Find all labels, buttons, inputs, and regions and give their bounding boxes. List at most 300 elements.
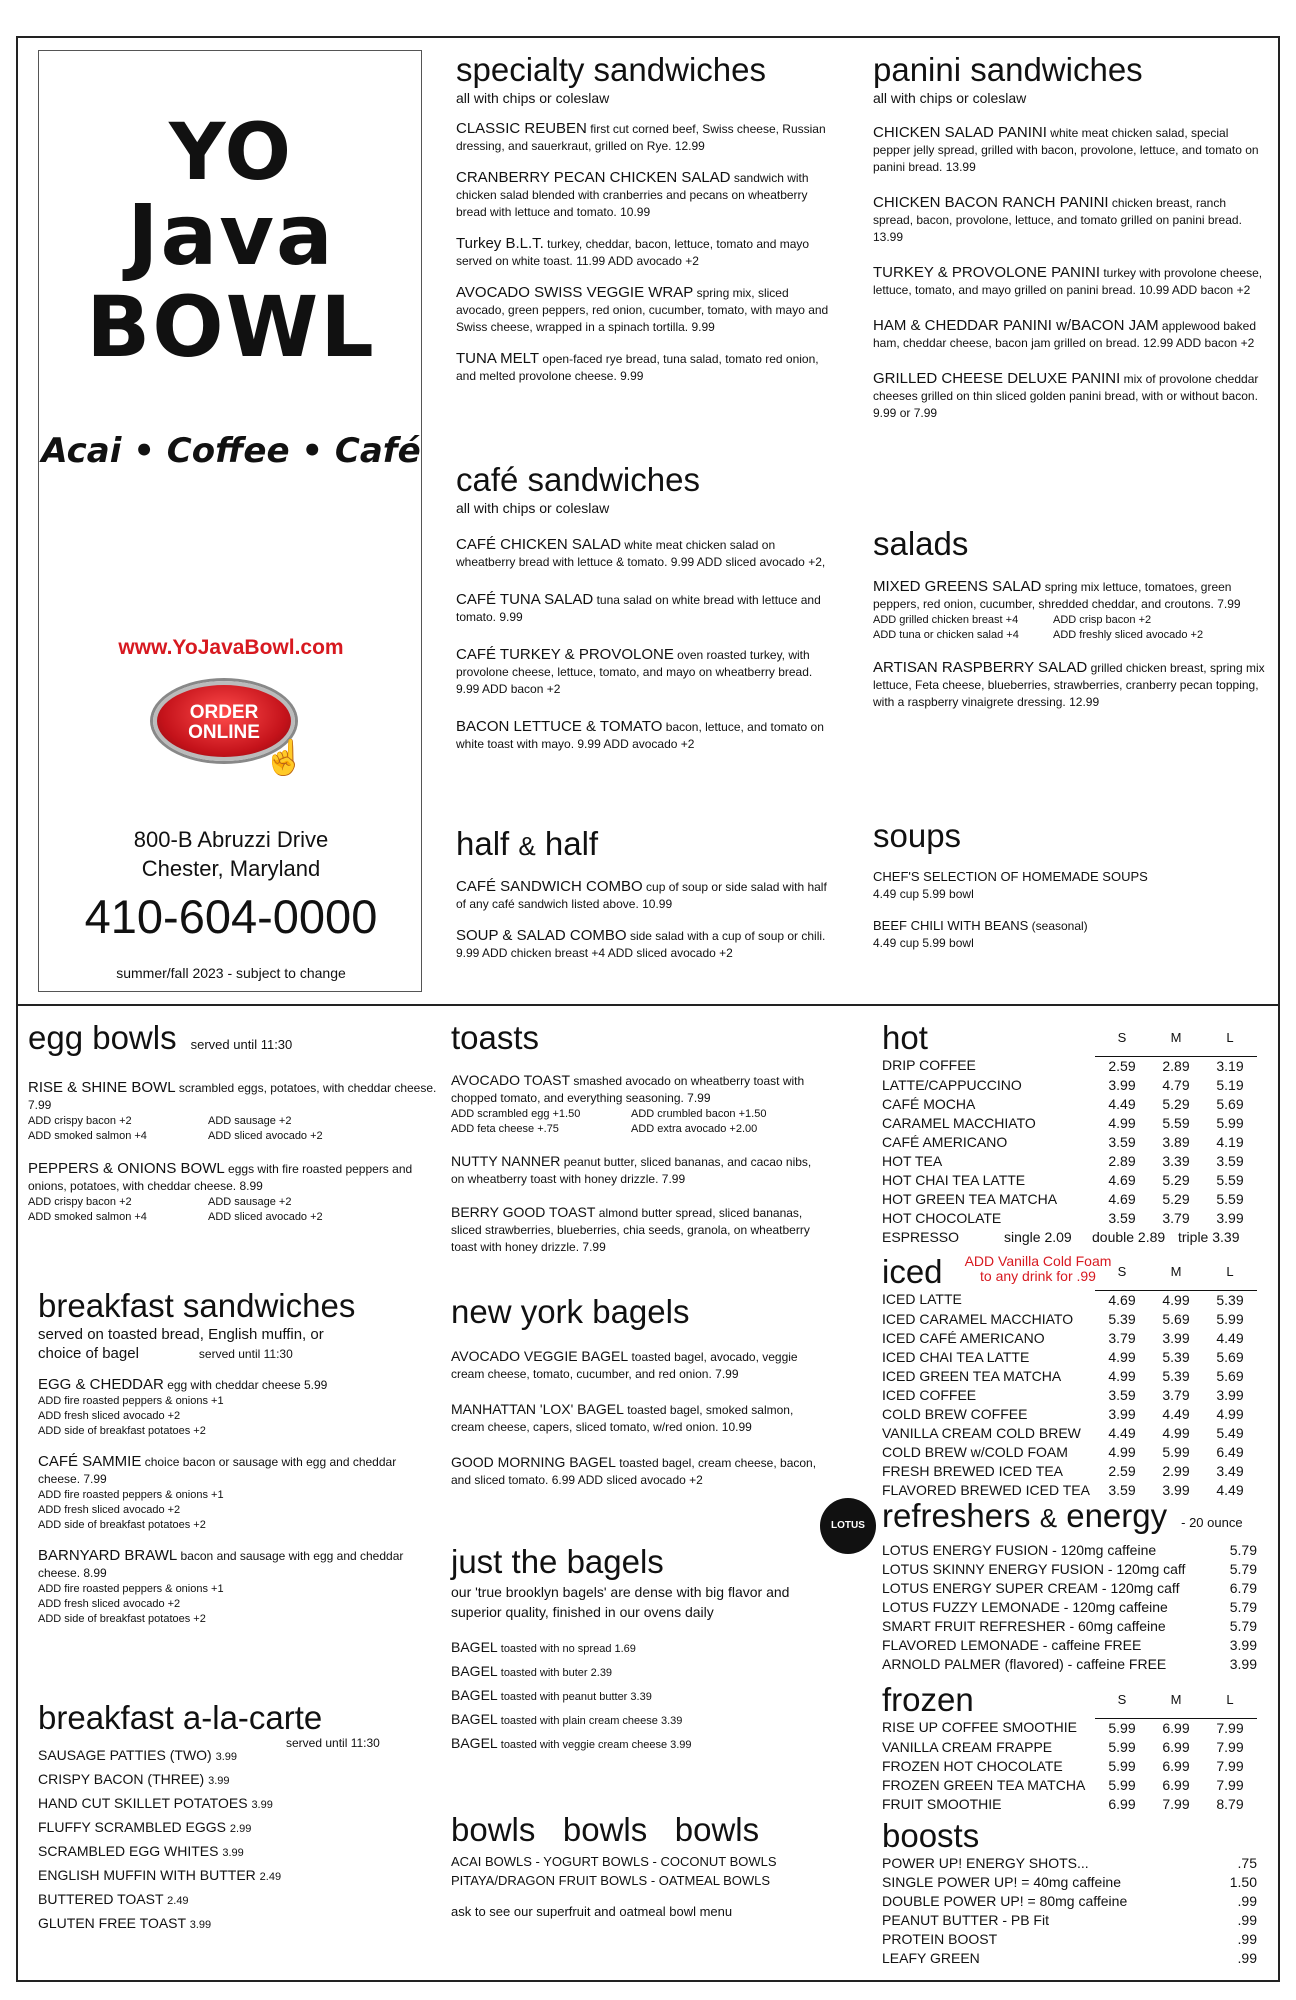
price-l: 3.19 <box>1216 1057 1244 1074</box>
add-on: ADD extra avocado +2.00 <box>631 1123 758 1135</box>
price-s: 5.99 <box>1108 1738 1136 1755</box>
drink-name: HOT CHAI TEA LATTE <box>882 1171 1026 1188</box>
item-name: CHEF'S SELECTION OF HOMEMADE SOUPS <box>873 869 1148 884</box>
drink-name: LOTUS SKINNY ENERGY FUSION - 120mg caff <box>882 1561 1186 1577</box>
item-name: MANHATTAN 'LOX' BAGEL <box>451 1401 624 1417</box>
item-description: toasted with no spread 1.69 <box>497 1643 636 1655</box>
bowls-line-2: PITAYA/DRAGON FRUIT BOWLS - OATMEAL BOWLS <box>451 1873 771 1888</box>
add-on: ADD sausage +2 <box>208 1115 292 1127</box>
menu-item <box>451 1708 827 1732</box>
espresso-single: single 2.09 <box>1004 1228 1072 1245</box>
drink-row <box>882 1076 1257 1095</box>
drink-row <box>882 1579 1257 1598</box>
menu-item <box>451 1153 827 1188</box>
price-m: 6.99 <box>1162 1738 1190 1755</box>
price-l: 3.49 <box>1216 1462 1244 1479</box>
price-l: 4.19 <box>1216 1133 1244 1150</box>
item-name: BAGEL <box>451 1687 498 1703</box>
menu-item <box>451 1401 827 1436</box>
section-subtitle: all with chips or coleslaw <box>456 500 610 516</box>
item-name: AVOCADO SWISS VEGGIE WRAP <box>456 284 694 301</box>
egg-title: egg bowls <box>28 1019 177 1056</box>
section-title: just the bagels <box>451 1543 664 1580</box>
drink-name: LOTUS FUZZY LEMONADE - 120mg caffeine <box>882 1599 1168 1615</box>
drink-name: CAFÉ AMERICANO <box>882 1133 1008 1150</box>
item-description: toasted with peanut butter 3.39 <box>497 1691 652 1703</box>
price-m: 3.89 <box>1162 1133 1190 1150</box>
menu-item <box>873 317 1265 352</box>
drink-row <box>882 1329 1257 1348</box>
drink-name: ICED COFFEE <box>882 1386 977 1403</box>
item-name: FLUFFY SCRAMBLED EGGS <box>38 1819 227 1835</box>
price-s: 4.69 <box>1108 1190 1136 1207</box>
drink-row <box>882 1911 1257 1930</box>
price-l: 5.49 <box>1216 1424 1244 1441</box>
drink-name: DOUBLE POWER UP! = 80mg caffeine <box>882 1893 1128 1909</box>
toasts-section <box>451 1020 827 1256</box>
drink-row <box>882 1443 1257 1462</box>
size-l-header: L <box>1203 1020 1257 1056</box>
add-on: ADD fire roasted peppers & onions +1 <box>38 1395 224 1407</box>
salads-section <box>873 526 1265 711</box>
price-m: 5.39 <box>1162 1367 1190 1384</box>
drink-name: LOTUS ENERGY FUSION - 120mg caffeine <box>882 1542 1157 1558</box>
drink-row <box>882 1949 1257 1968</box>
menu-item <box>456 591 832 626</box>
drink-row <box>882 1718 1257 1738</box>
item-name: SAUSAGE PATTIES (TWO) <box>38 1747 212 1763</box>
menu-item <box>451 1454 827 1489</box>
item-name: TUNA MELT <box>456 350 540 367</box>
menu-item <box>873 659 1265 711</box>
drink-row <box>882 1367 1257 1386</box>
section-title: hot <box>882 1019 928 1056</box>
menu-item <box>456 350 832 385</box>
section-title: soups <box>873 817 962 854</box>
new-york-bagels-section <box>451 1294 827 1489</box>
phone-number[interactable]: 410-604-0000 <box>84 890 378 943</box>
menu-item <box>456 536 832 571</box>
item-description: bacon, lettuce, and tomato on white toast with mayo. 9.99 ADD avocado +2 <box>456 720 824 751</box>
item-name: ARTISAN RASPBERRY SALAD <box>873 659 1088 676</box>
price-s: 3.59 <box>1108 1133 1136 1150</box>
item-name: SOUP & SALAD COMBO <box>456 927 627 944</box>
price-l: 5.39 <box>1216 1291 1244 1308</box>
price-s: 6.99 <box>1108 1795 1136 1812</box>
price-l: 7.99 <box>1216 1719 1244 1736</box>
add-on: ADD fire roasted peppers & onions +1 <box>38 1583 224 1595</box>
add-on: ADD scrambled egg +1.50 <box>451 1108 581 1120</box>
price-l: 5.99 <box>1216 1310 1244 1327</box>
size-l-header: L <box>1203 1682 1257 1718</box>
add-on: ADD side of breakfast potatoes +2 <box>38 1425 206 1437</box>
price: 5.79 <box>1229 1599 1257 1615</box>
title-ampersand: & <box>518 831 536 861</box>
item-description: 4.49 cup 5.99 bowl <box>873 936 974 950</box>
boosts-section <box>882 1818 1257 1968</box>
price-l: 7.99 <box>1216 1776 1244 1793</box>
item-description: tuna salad on white bread with lettuce and tomato. 9.99 <box>456 593 821 624</box>
section-title: new york bagels <box>451 1293 690 1330</box>
item-price: 3.99 <box>251 1799 273 1811</box>
item-name: ENGLISH MUFFIN WITH BUTTER <box>38 1867 256 1883</box>
add-ons <box>28 1114 438 1144</box>
item-description: toasted bagel, avocado, veggie cream cheese, tomato, cucumber, and red onion. 7.99 <box>451 1350 798 1381</box>
espresso-row <box>882 1228 1257 1247</box>
menu-item <box>873 868 1265 903</box>
drink-name: FRUIT SMOOTHIE <box>882 1795 1002 1812</box>
price-m: 6.99 <box>1162 1757 1190 1774</box>
price-m: 3.79 <box>1162 1386 1190 1403</box>
price: .99 <box>1237 1950 1257 1966</box>
price-s: 3.59 <box>1108 1481 1136 1498</box>
drink-row <box>882 1462 1257 1481</box>
item-description: toasted with veggie cream cheese 3.99 <box>497 1739 692 1751</box>
size-m-header: M <box>1149 1020 1203 1056</box>
size-m-header: M <box>1149 1682 1203 1718</box>
add-on: ADD fresh sliced avocado +2 <box>38 1504 181 1516</box>
price-m: 3.99 <box>1162 1329 1190 1346</box>
price: .75 <box>1237 1855 1257 1871</box>
item-name: RISE & SHINE BOWL <box>28 1079 176 1096</box>
item-description: toasted with plain cream cheese 3.39 <box>497 1715 683 1727</box>
drink-row <box>882 1290 1257 1310</box>
item-description: spring mix lettuce, tomatoes, green peppers, red onion, cucumber, shredded cheddar, and croutons. 7.99 <box>873 580 1241 611</box>
drink-name: COLD BREW COFFEE <box>882 1405 1028 1422</box>
add-on: ADD fresh sliced avocado +2 <box>38 1598 181 1610</box>
served-until-note: served until 11:30 <box>190 1037 293 1052</box>
price-l: 5.99 <box>1216 1114 1244 1131</box>
price-l: 5.69 <box>1216 1367 1244 1384</box>
drink-row <box>882 1560 1257 1579</box>
item-description: eggs with fire roasted peppers and onions, potatoes, with cheddar cheese. 8.99 <box>28 1162 413 1193</box>
price-s: 4.49 <box>1108 1095 1136 1112</box>
lotus-logo <box>820 1498 876 1554</box>
price: 5.79 <box>1229 1542 1257 1558</box>
menu-item <box>38 1864 438 1888</box>
price-m: 5.69 <box>1162 1310 1190 1327</box>
order-label: ORDER <box>189 702 259 723</box>
section-title <box>456 826 832 864</box>
menu-item <box>451 1636 827 1660</box>
title-part-a: refreshers <box>882 1497 1040 1534</box>
address-line-2: Chester, Maryland <box>141 856 321 881</box>
website-link[interactable]: www.YoJavaBowl.com <box>118 636 344 659</box>
logo-line-yo: YO <box>168 108 293 198</box>
price-s: 5.39 <box>1108 1310 1136 1327</box>
price-m: 5.29 <box>1162 1095 1190 1112</box>
price: 5.79 <box>1229 1618 1257 1634</box>
item-description: scrambled eggs, potatoes, with cheddar cheese. 7.99 <box>28 1081 437 1112</box>
section-title: salads <box>873 525 969 562</box>
iced-drinks-section <box>882 1254 1257 1500</box>
menu-item <box>38 1888 438 1912</box>
price-l: 5.69 <box>1216 1348 1244 1365</box>
item-price: 3.99 <box>222 1847 244 1859</box>
bowls-section <box>451 1812 827 1919</box>
menu-item <box>873 578 1265 643</box>
add-on: ADD smoked salmon +4 <box>28 1130 147 1142</box>
item-name: BEEF CHILI WITH BEANS <box>873 918 1029 933</box>
price-s: 2.89 <box>1108 1152 1136 1169</box>
add-on: ADD side of breakfast potatoes +2 <box>38 1519 206 1531</box>
item-name: BERRY GOOD TOAST <box>451 1204 596 1220</box>
drink-row <box>882 1854 1257 1873</box>
pointer-hand-icon: ☝ <box>263 739 306 777</box>
drink-name: SINGLE POWER UP! = 40mg caffeine <box>882 1874 1122 1890</box>
drink-name: ARNOLD PALMER (flavored) - caffeine FREE <box>882 1656 1167 1672</box>
section-subtitle: all with chips or coleslaw <box>873 90 1027 106</box>
section-title <box>28 1020 438 1063</box>
drink-name: ICED CAFÉ AMERICANO <box>882 1329 1045 1346</box>
item-name: CRANBERRY PECAN CHICKEN SALAD <box>456 169 731 186</box>
espresso-double: double 2.89 <box>1092 1228 1166 1245</box>
price-l: 8.79 <box>1216 1795 1244 1812</box>
menu-item <box>873 264 1265 299</box>
title-part-b: energy <box>1057 1497 1168 1534</box>
item-name: BAGEL <box>451 1735 498 1751</box>
item-name: BAGEL <box>451 1639 498 1655</box>
menu-item <box>38 1453 438 1533</box>
menu-item <box>38 1840 438 1864</box>
price-m: 3.79 <box>1162 1209 1190 1226</box>
add-on: ADD smoked salmon +4 <box>28 1211 147 1223</box>
drink-name: LOTUS ENERGY SUPER CREAM - 120mg caff <box>882 1580 1180 1596</box>
item-name: GOOD MORNING BAGEL <box>451 1454 616 1470</box>
drink-name: VANILLA CREAM FRAPPE <box>882 1738 1053 1755</box>
drink-name: FLAVORED LEMONADE - caffeine FREE <box>882 1637 1142 1653</box>
price: .99 <box>1237 1931 1257 1947</box>
item-description: open-faced rye bread, tuna salad, tomato red onion, and melted provolone cheese. 9.99 <box>456 352 819 383</box>
item-description: sandwich with chicken salad blended with cranberries and pecans on wheatberry bread with lettuce and tomato. 10.99 <box>456 171 809 219</box>
price-s: 5.99 <box>1108 1757 1136 1774</box>
price-l: 5.59 <box>1216 1171 1244 1188</box>
item-price: 3.99 <box>189 1919 212 1931</box>
item-description: white meat chicken salad, special pepper jelly spread, grilled with bacon, provolone, lettuce, and tomato on panini bread. 13.99 <box>873 126 1259 174</box>
add-on: ADD sausage +2 <box>208 1196 292 1208</box>
add-on: ADD fresh sliced avocado +2 <box>38 1410 181 1422</box>
drink-row <box>882 1056 1257 1076</box>
drink-row <box>882 1095 1257 1114</box>
espresso-triple: triple 3.39 <box>1178 1228 1240 1245</box>
drink-row <box>882 1209 1257 1228</box>
item-name: CRISPY BACON (THREE) <box>38 1771 205 1787</box>
ounce-note: - 20 ounce <box>1181 1515 1243 1530</box>
add-ons <box>451 1107 827 1137</box>
section-title: boosts <box>882 1817 980 1854</box>
promo-line-2: to any drink for .99 <box>980 1268 1096 1284</box>
drink-row <box>882 1348 1257 1367</box>
menu-item <box>451 1348 827 1383</box>
menu-item <box>451 1072 827 1137</box>
price-s: 3.79 <box>1108 1329 1136 1346</box>
menu-item <box>451 1204 827 1256</box>
item-description: cup of soup or side salad with half of any café sandwich listed above. 10.99 <box>456 880 827 911</box>
price-m: 4.79 <box>1162 1076 1190 1093</box>
item-description: egg with cheddar cheese 5.99 <box>163 1378 328 1392</box>
brand-panel <box>38 50 422 992</box>
add-on: ADD side of breakfast potatoes +2 <box>38 1613 206 1625</box>
price-l: 5.69 <box>1216 1095 1244 1112</box>
size-l-header: L <box>1203 1254 1257 1290</box>
item-description: toasted bagel, cream cheese, bacon, and sliced tomato. 6.99 ADD sliced avocado +2 <box>451 1456 817 1487</box>
menu-item <box>38 1768 438 1792</box>
menu-item <box>38 1912 438 1936</box>
menu-item <box>451 1732 827 1756</box>
breakfast-a-la-carte-section <box>38 1700 438 1936</box>
drink-row <box>882 1133 1257 1152</box>
item-description: mix of provolone cheddar cheeses grilled on thin sliced golden panini bread, with or without bacon. 9.99 or 7.99 <box>873 372 1259 420</box>
menu-item <box>873 194 1265 246</box>
item-name: BACON LETTUCE & TOMATO <box>456 718 663 735</box>
item-description: toasted with buter 2.39 <box>497 1667 613 1679</box>
price-s: 5.99 <box>1108 1776 1136 1793</box>
add-on: ADD crumbled bacon +1.50 <box>631 1108 767 1120</box>
item-description: applewood baked ham, cheddar cheese, bacon jam grilled on bread. 12.99 ADD bacon +2 <box>873 319 1257 350</box>
item-description: spring mix, sliced avocado, green peppers, red onion, cucumber, tomato, with mayo and Swiss cheese, wrapped in a spinach tortilla. 9.99 <box>456 286 829 334</box>
drink-name: FRESH BREWED ICED TEA <box>882 1462 1063 1479</box>
item-price: 3.99 <box>215 1751 238 1763</box>
item-name: CAFÉ SAMMIE <box>38 1453 142 1470</box>
drink-name: HOT TEA <box>882 1152 943 1169</box>
drink-name: SMART FRUIT REFRESHER - 60mg caffeine <box>882 1618 1166 1634</box>
item-name: CLASSIC REUBEN <box>456 120 587 137</box>
section-subtitle-2: choice of bagel <box>38 1345 139 1362</box>
price-l: 4.49 <box>1216 1481 1244 1498</box>
price: 6.79 <box>1229 1580 1257 1596</box>
price-l: 3.59 <box>1216 1152 1244 1169</box>
drink-row <box>882 1655 1257 1674</box>
drink-row <box>882 1171 1257 1190</box>
price-l: 3.99 <box>1216 1386 1244 1403</box>
season-note: summer/fall 2023 - subject to change <box>116 965 346 981</box>
price: 3.99 <box>1229 1637 1257 1653</box>
menu-item <box>456 646 832 698</box>
item-description: turkey, cheddar, bacon, lettuce, tomato and mayo served on white toast. 11.99 ADD avocado +2 <box>456 237 810 268</box>
price: .99 <box>1237 1893 1257 1909</box>
menu-item <box>456 878 832 913</box>
menu-item <box>456 169 832 221</box>
lotus-logo-text: LOTUS <box>831 1520 865 1531</box>
online-label: ONLINE <box>188 722 260 743</box>
bowls-note: ask to see our superfruit and oatmeal bowl menu <box>451 1904 733 1919</box>
item-name: BAGEL <box>451 1711 498 1727</box>
promo-line-1: ADD Vanilla Cold Foam <box>964 1253 1112 1269</box>
price-s: 4.99 <box>1108 1367 1136 1384</box>
item-name: CHICKEN BACON RANCH PANINI <box>873 194 1109 211</box>
espresso-name: ESPRESSO <box>882 1228 960 1245</box>
item-name: Turkey B.L.T. <box>456 235 544 252</box>
price-l: 4.49 <box>1216 1329 1244 1346</box>
price-l: 7.99 <box>1216 1757 1244 1774</box>
price-s: 3.99 <box>1108 1405 1136 1422</box>
item-name: GLUTEN FREE TOAST <box>38 1915 186 1931</box>
tagline: Acai • Coffee • Café <box>41 431 421 471</box>
item-price: 2.49 <box>167 1895 189 1907</box>
item-name: HAM & CHEDDAR PANINI w/BACON JAM <box>873 317 1159 334</box>
item-name: NUTTY NANNER <box>451 1153 561 1169</box>
price-l: 5.59 <box>1216 1190 1244 1207</box>
price-m: 5.29 <box>1162 1171 1190 1188</box>
add-on: ADD crispy bacon +2 <box>28 1196 132 1208</box>
menu-item <box>873 917 1265 952</box>
price: 3.99 <box>1229 1656 1257 1672</box>
menu-item <box>28 1079 438 1144</box>
add-on: ADD feta cheese +.75 <box>451 1123 559 1135</box>
price-s: 4.99 <box>1108 1348 1136 1365</box>
drink-name: HOT CHOCOLATE <box>882 1209 1002 1226</box>
item-name: MIXED GREENS SALAD <box>873 578 1042 595</box>
menu-item <box>456 235 832 270</box>
menu-item <box>456 718 832 753</box>
add-on: ADD sliced avocado +2 <box>208 1211 323 1223</box>
price-m: 5.99 <box>1162 1443 1190 1460</box>
drink-row <box>882 1795 1257 1814</box>
half-and-half-section <box>456 826 832 962</box>
drink-name: FROZEN GREEN TEA MATCHA <box>882 1776 1086 1793</box>
price-s: 4.69 <box>1108 1171 1136 1188</box>
item-price: 2.99 <box>229 1823 252 1835</box>
item-name: EGG & CHEDDAR <box>38 1376 164 1393</box>
drink-row <box>882 1776 1257 1795</box>
drink-name: LATTE/CAPPUCCINO <box>882 1076 1022 1093</box>
drink-row <box>882 1310 1257 1329</box>
drink-row <box>882 1405 1257 1424</box>
price-l: 4.99 <box>1216 1405 1244 1422</box>
item-description: bacon and sausage with egg and cheddar cheese. 8.99 <box>38 1549 404 1580</box>
item-name: CAFÉ TUNA SALAD <box>456 591 594 608</box>
item-description: toasted bagel, smoked salmon, cream cheese, capers, sliced tomato, w/red onion. 10.99 <box>451 1403 794 1434</box>
item-name: SCRAMBLED EGG WHITES <box>38 1843 219 1859</box>
drink-row <box>882 1386 1257 1405</box>
price-m: 2.99 <box>1162 1462 1190 1479</box>
logo-line-java: Java <box>127 186 335 284</box>
price-s: 4.49 <box>1108 1424 1136 1441</box>
drink-name: POWER UP! ENERGY SHOTS... <box>882 1855 1089 1871</box>
item-description: grilled chicken breast, spring mix lettuce, Feta cheese, blueberries, strawberries, cranberry pecan topping, with a raspberry vinaigrete dressing. 12.99 <box>873 661 1265 709</box>
add-on: ADD freshly sliced avocado +2 <box>1053 629 1204 641</box>
item-name: AVOCADO VEGGIE BAGEL <box>451 1348 629 1364</box>
drink-row <box>882 1598 1257 1617</box>
menu-item <box>456 927 832 962</box>
drink-name: VANILLA CREAM COLD BREW <box>882 1424 1081 1441</box>
menu-item <box>38 1816 438 1840</box>
menu-item <box>456 120 832 155</box>
drink-name: LEAFY GREEN <box>882 1950 980 1966</box>
menu-item <box>451 1684 827 1708</box>
section-title: bowls bowls bowls <box>451 1811 760 1848</box>
drink-row <box>882 1738 1257 1757</box>
menu-item <box>873 124 1265 176</box>
menu-item <box>451 1660 827 1684</box>
specialty-sandwiches-section <box>456 52 832 385</box>
drink-name: CAFÉ MOCHA <box>882 1095 976 1112</box>
price-m: 6.99 <box>1162 1719 1190 1736</box>
drink-name: ICED CARAMEL MACCHIATO <box>882 1310 1074 1327</box>
item-description: smashed avocado on wheatberry toast with chopped tomato, and everything seasoning. 7.99 <box>451 1074 805 1105</box>
menu-item <box>38 1376 438 1439</box>
served-until-note: served until 11:30 <box>286 1736 380 1750</box>
drink-name: FLAVORED BREWED ICED TEA <box>882 1481 1090 1498</box>
add-on: ADD fire roasted peppers & onions +1 <box>38 1489 224 1501</box>
breakfast-sandwiches-section <box>38 1288 438 1627</box>
section-subtitle-1: served on toasted bread, English muffin, or <box>38 1326 324 1343</box>
item-name: BARNYARD BRAWL <box>38 1547 178 1564</box>
price-s: 5.99 <box>1108 1719 1136 1736</box>
bowls-line-1: ACAI BOWLS - YOGURT BOWLS - COCONUT BOWLS <box>451 1854 777 1869</box>
drink-name: ICED CHAI TEA LATTE <box>882 1348 1030 1365</box>
just-the-bagels-section <box>451 1544 827 1756</box>
